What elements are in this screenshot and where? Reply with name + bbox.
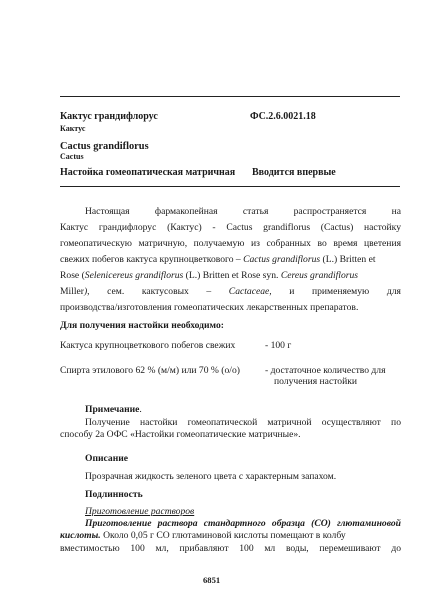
intro-text: (L.) Britten et (320, 254, 376, 265)
intro-text: свежих побегов кактуса крупноцветкового – (60, 254, 244, 265)
intro-word: на (391, 206, 401, 217)
intro-text: Miller (60, 286, 84, 297)
title-ru: Кактус грандифлорус (60, 111, 158, 122)
latin-name: Cactaceae, (228, 286, 272, 297)
intro-word: сем. (107, 286, 125, 297)
intro-line-3: гомеопатическую матричную, получаемую из собранных во время цветения (60, 238, 401, 249)
subtitle-lat: Cactus (60, 152, 84, 161)
intro-line-7: производства/изготовления гомеопатических лекарственных препаратов. (60, 302, 359, 313)
intro-word: применяемую (311, 286, 370, 297)
solutions-subheading: Приготовление растворов (85, 506, 195, 517)
latin-name: Cereus grandiflorus (280, 270, 359, 281)
intro-line-5 (60, 270, 401, 282)
note-heading-row (85, 404, 142, 416)
intro-word: распространяется (293, 206, 367, 217)
requirement-name: Кактуса крупноцветкового побегов свежих (60, 340, 236, 351)
requirement-amount: - достаточное количество для (265, 365, 386, 376)
intro-text: (L.) Britten et Rose syn. (183, 270, 281, 281)
latin-name: Cactus grandiflorus (243, 254, 321, 265)
intro-line-4 (60, 254, 401, 266)
note-line-2: способу 2а ОФС «Настойки гомеопатические матричные». (60, 429, 301, 440)
authenticity-text: Около 0,05 г СО глютаминовой кислоты помещают в колбу (100, 530, 346, 541)
header-top-rule (60, 96, 400, 97)
subtitle-ru: Кактус (60, 124, 86, 133)
description-heading: Описание (85, 453, 129, 464)
requirement-amount: - 100 г (265, 340, 292, 351)
intro-line-6 (60, 286, 401, 298)
intro-word: статья (242, 206, 269, 217)
intro-line-2: Кактус грандифлорус (Кактус) - Cactus grandiflorus (Cactus) настойку (60, 222, 401, 233)
intro-word: для (386, 286, 401, 297)
requirements-heading: Для получения настойки необходимо: (60, 320, 224, 331)
intro-word: – (206, 286, 212, 297)
intro-word: кактусовых (141, 286, 189, 297)
intro-text: Rose ( (60, 270, 85, 281)
requirement-name: Спирта этилового 62 % (м/м) или 70 % (о/о) (60, 365, 240, 376)
note-heading-dot: . (139, 404, 142, 415)
description-text: Прозрачная жидкость зеленого цвета с характерным запахом. (85, 471, 337, 482)
status-text: Вводится впервые (252, 167, 336, 178)
preparation-title: Настойка гомеопатическая матричная (60, 167, 236, 178)
title-lat: Cactus grandiflorus (60, 141, 149, 152)
intro-text: ), (83, 286, 90, 297)
requirement-amount-cont: получения настойки (274, 376, 357, 387)
authenticity-heading: Подлинность (85, 489, 143, 500)
authenticity-line-1: Приготовление раствора стандартного образца (СО) глютаминовой (85, 518, 401, 529)
doc-code: ФС.2.6.0021.18 (250, 111, 316, 122)
authenticity-line-3: вместимостью 100 мл, прибавляют 100 мл воды, перемешивают до (60, 543, 401, 554)
authenticity-line-2 (60, 530, 401, 542)
authenticity-italic: кислоты. (60, 530, 101, 541)
note-heading: Примечание (85, 404, 140, 415)
intro-word: фармакопейная (154, 206, 218, 217)
latin-name: Selenicereus grandiflorus (84, 270, 184, 281)
intro-line-1 (85, 206, 401, 218)
note-line-1: Получение настойки гомеопатической матричной осуществляют по (85, 417, 401, 428)
header-bottom-rule (60, 186, 400, 187)
intro-word: Настоящая (85, 206, 130, 217)
intro-word: и (289, 286, 295, 297)
page-number: 6851 (203, 575, 221, 585)
